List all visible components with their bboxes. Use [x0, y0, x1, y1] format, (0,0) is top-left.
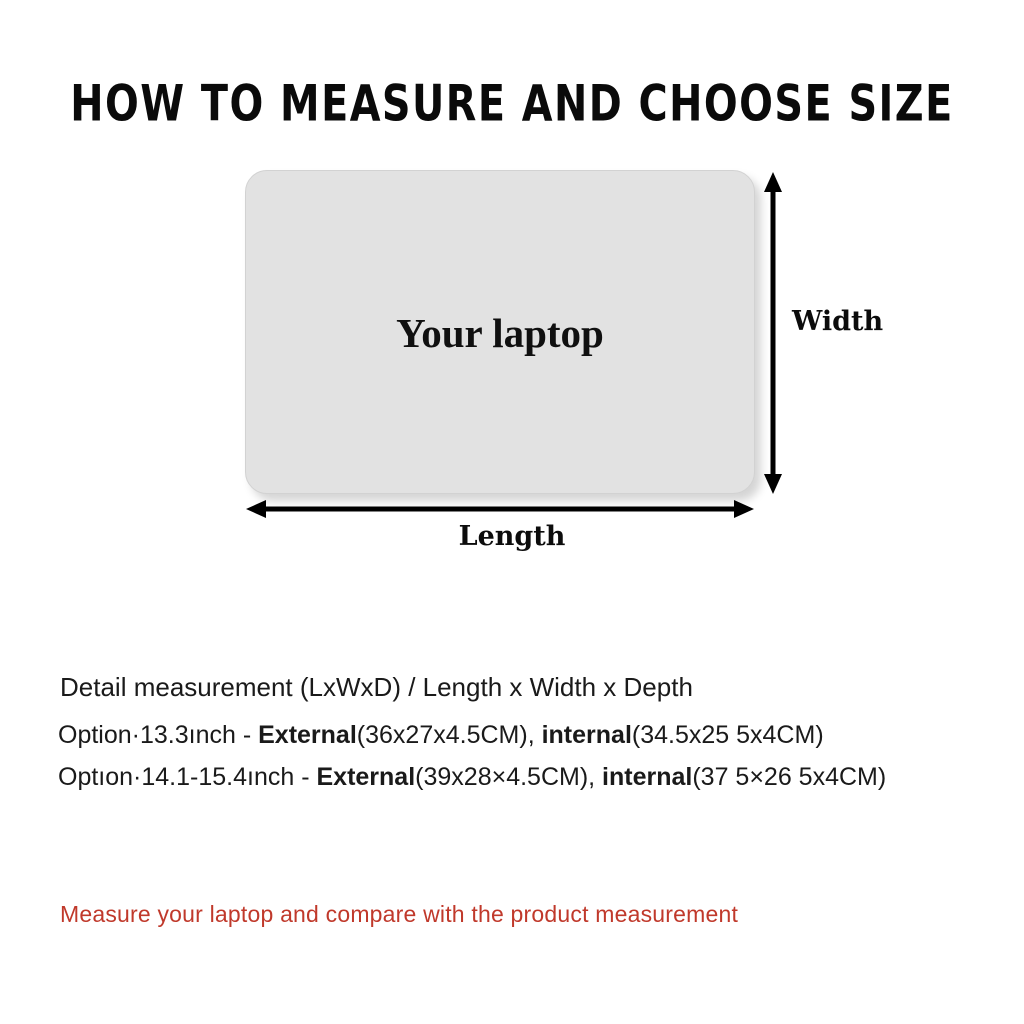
option-2-internal-value: (37 5×26 5x4CM) [692, 763, 887, 791]
footnote-text: Measure your laptop and compare with the product measurement [60, 901, 739, 927]
laptop-label: Your laptop [396, 310, 604, 356]
option-1-prefix: Option·13.3ınch - [58, 721, 259, 749]
option-row-1 [58, 721, 824, 750]
option-1-internal-value: (34.5x25 5x4CM) [631, 721, 824, 749]
width-label: Width [792, 306, 884, 337]
detail-measurement-heading: Detail measurement (LxWxD) / Length x Width x Depth [60, 672, 693, 702]
double-arrow-horizontal-icon [246, 498, 754, 520]
page-title: HOW TO MEASURE AND CHOOSE SIZE [70, 74, 954, 133]
laptop-shape [245, 170, 755, 494]
length-label: Length [458, 521, 566, 552]
option-1-external-label: External [258, 721, 357, 749]
option-2-prefix: Optıon·14.1-15.4ınch - [58, 763, 317, 791]
option-2-external-label: External [316, 763, 416, 791]
option-row-2 [58, 763, 886, 792]
option-2-external-value: (39x28×4.5CM), [415, 763, 603, 791]
double-arrow-vertical-icon [762, 172, 784, 494]
option-2-internal-label: internal [602, 763, 693, 791]
option-1-internal-label: internal [541, 721, 632, 749]
option-1-external-value: (36x27x4.5CM), [356, 721, 542, 749]
